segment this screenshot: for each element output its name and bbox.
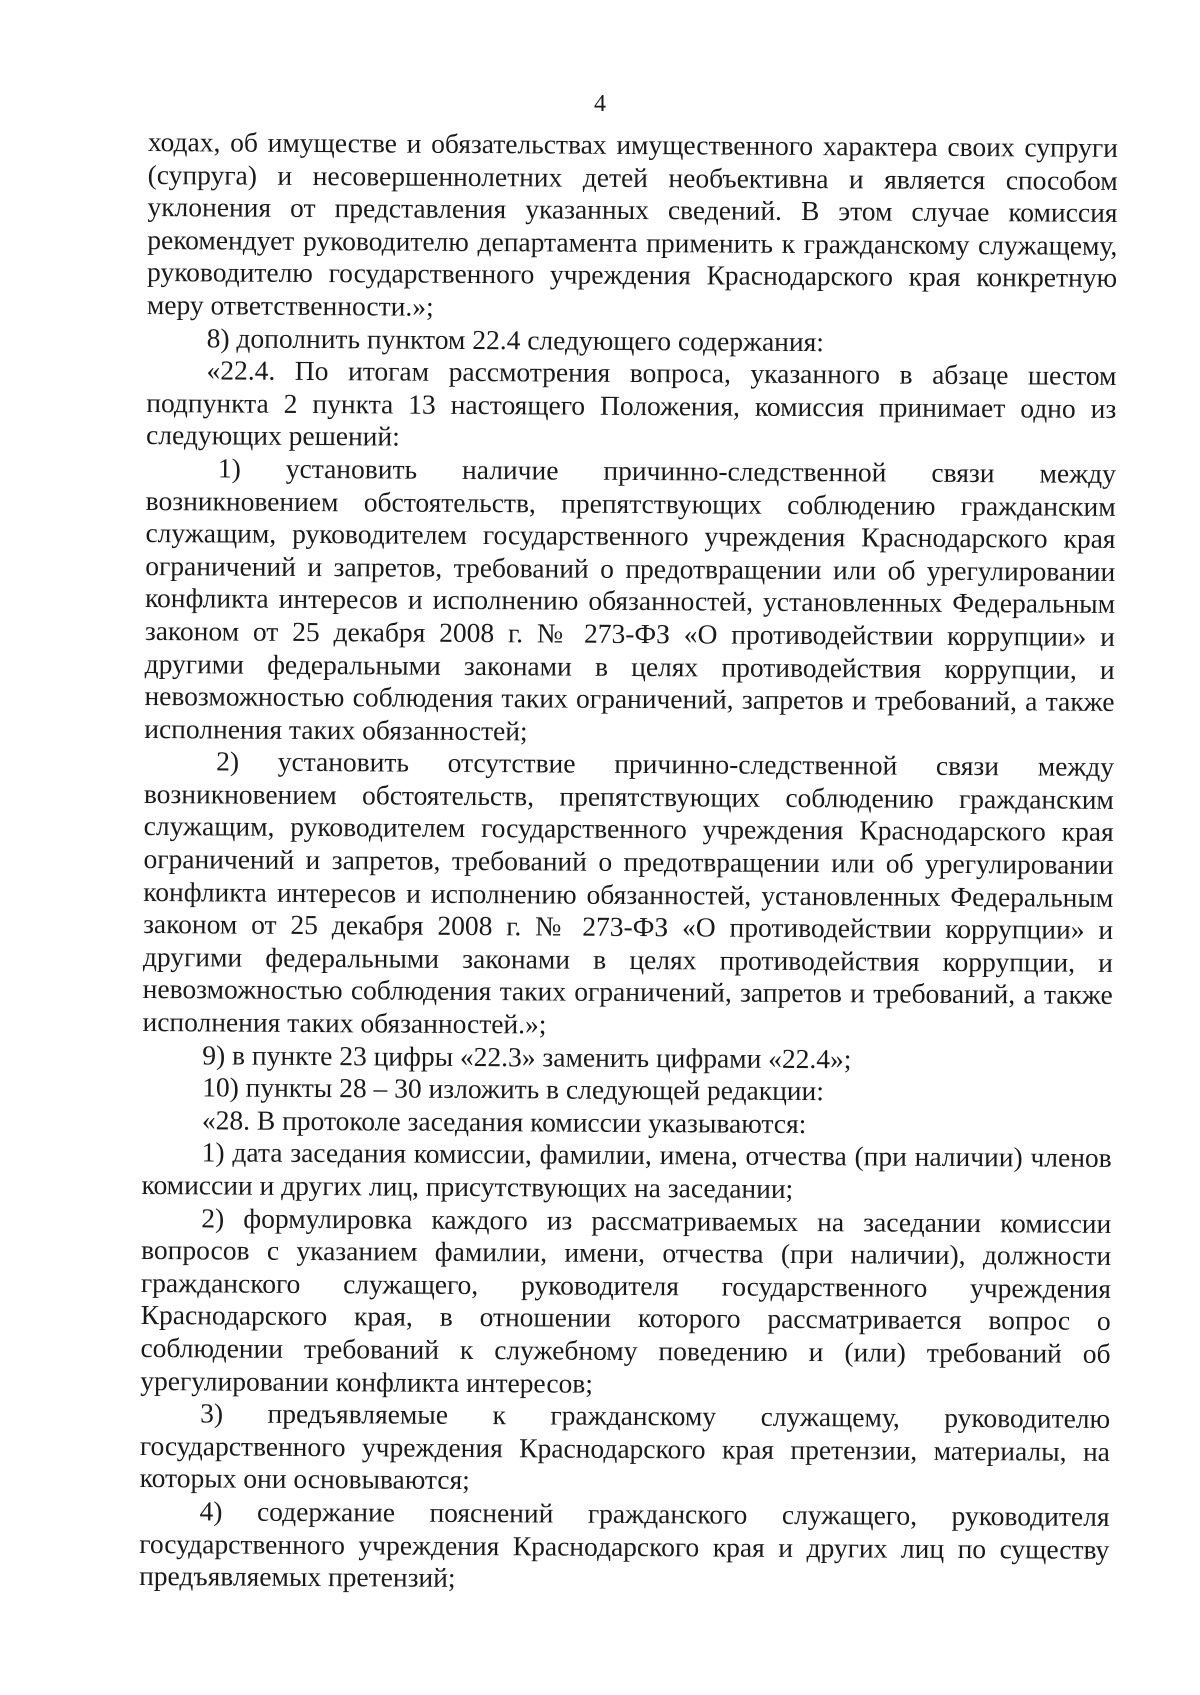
paragraph-protocol-3: 3) предъявляемые к гражданскому служащему, руководителю государственного учреждения Краснодарского края претензии, материалы, на которых они основываются; xyxy=(139,1397,1111,1496)
paragraph-item-8: 8) дополнить пунктом 22.4 следующего содержания: xyxy=(206,321,825,357)
paragraph-protocol-4: 4) содержание пояснений гражданского служащего, руководителя государственного учреждения Краснодарского края и других лиц по существу предъявляемых претензий; xyxy=(139,1495,1110,1594)
paragraph-protocol-1: 1) дата заседания комиссии, фамилии, имена, отчества (при наличии) членов комиссии и других лиц, присутствующих на заседании; xyxy=(141,1136,1112,1204)
paragraph-decision-1: 1) установить наличие причинно-следственной связи между возникновением обстоятельств, препятствующих соблюдению гражданским служащим, руководителем государственного учреждения Краснодарского края ограничений и запретов, требований о предотвращении или об урегулировании конфликта интересов и исполнению обязанностей, установленных Федеральным законом от 25 декабря 2008 г. № 273-ФЗ «О противодействии коррупции» и другими федеральными законами в целях противодействия коррупции, и невозможностью соблюдения таких ограничений, запретов и требований, а также исполнения таких обязанностей; xyxy=(144,452,1116,747)
page-number: 4 xyxy=(594,91,606,117)
paragraph-decision-2: 2) установить отсутствие причинно-следственной связи между возникновением обстоятельств, препятствующих соблюдению гражданским служащим, руководителем государственного учреждения Краснодарского края ограничений и запретов, требований о предотвращении или об урегулировании конфликта интересов и исполнению обязанностей, установленных Федеральным законом от 25 декабря 2008 г. № 273-ФЗ «О противодействии коррупции» и другими федеральными законами в целях противодействия коррупции, и невозможностью соблюдения таких ограничений, запретов и требований, а также исполнения таких обязанностей.»; xyxy=(142,745,1115,1040)
paragraph-22-4: «22.4. По итогам рассмотрения вопроса, указанного в абзаце шестом подпункта 2 пункта 13 настоящего Положения, комиссия принимает одно из следующих решений: xyxy=(146,354,1117,452)
paragraph-28: «28. В протоколе заседания комиссии указываются: xyxy=(201,1104,807,1139)
paragraph-item-10: 10) пункты 28 – 30 изложить в следующей редакции: xyxy=(202,1071,825,1107)
paragraph-protocol-2: 2) формулировка каждого из рассматриваемых на заседании комиссии вопросов с указанием фамилии, имени, отчества (при наличии), должности гражданского служащего, руководителя государственного учреждения Краснодарского края, в отношении которого рассматривается вопрос о соблюдении требований к служебному поведению и (или) требований об урегулировании конфликта интересов; xyxy=(140,1201,1112,1399)
document-body xyxy=(139,126,1118,1599)
paragraph-continuation: ходах, об имуществе и обязательствах имущественного характера своих супруги (супруга) и несовершеннолетних детей необъективна и является способом уклонения от представления указанных сведений. В этом случае комиссия рекомендует руководителю департамента применить к гражданскому служащему, руководителю государственного учреждения Краснодарского края конкретную меру ответственности.»; xyxy=(146,126,1118,322)
paragraph-item-9: 9) в пункте 23 цифры «22.3» заменить цифрами «22.4»; xyxy=(202,1038,852,1074)
